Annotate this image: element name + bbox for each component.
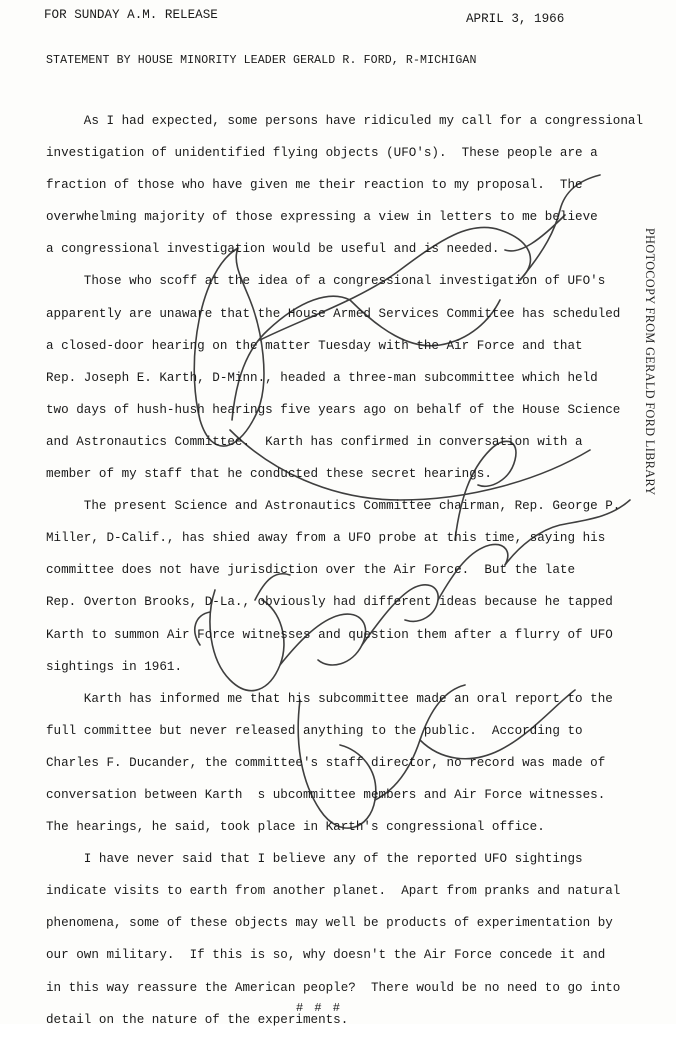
text-line: Charles F. Ducander, the committee's staff director, no record was made of bbox=[46, 755, 606, 770]
paragraph bbox=[46, 690, 630, 850]
text-line: conversation between Karth s ubcommittee members and Air Force witnesses. bbox=[46, 787, 606, 802]
text-line: sightings in 1961. bbox=[46, 659, 183, 674]
end-marks: # # # bbox=[296, 1001, 343, 1015]
text-line: Rep. Joseph E. Karth, D-Minn., headed a three-man subcommittee which held bbox=[46, 370, 598, 385]
text-line: committee does not have jurisdiction over the Air Force. But the late bbox=[46, 563, 576, 578]
text-line: overwhelming majority of those expressing a view in letters to me believe bbox=[46, 210, 598, 225]
text-line: a congressional investigation would be useful and is needed. bbox=[46, 242, 500, 257]
text-line: The present Science and Astronautics Committee chairman, Rep. George P. bbox=[46, 499, 621, 514]
text-line: fraction of those who have given me their reaction to my proposal. The bbox=[46, 178, 583, 193]
text-line: The hearings, he said, took place in Karth's congressional office. bbox=[46, 820, 545, 835]
text-line: a closed-door hearing on the matter Tuesday with the Air Force and that bbox=[46, 338, 583, 353]
library-stamp: PHOTOCOPY FROM GERALD FORD LIBRARY bbox=[643, 228, 657, 496]
text-line: full committee but never released anything to the public. According to bbox=[46, 723, 583, 738]
text-line: Rep. Overton Brooks, D-La., obviously had different ideas because he tapped bbox=[46, 595, 613, 610]
statement-body bbox=[46, 112, 644, 1043]
text-line: member of my staff that he conducted these secret hearings. bbox=[46, 467, 492, 482]
statement-title: STATEMENT BY HOUSE MINORITY LEADER GERALD R. FORD, R-MICHIGAN bbox=[46, 54, 477, 67]
text-line: detail on the nature of the experiments. bbox=[46, 1012, 349, 1027]
text-line: As I had expected, some persons have ridiculed my call for a congressional bbox=[46, 114, 644, 128]
text-line: Miller, D-Calif., has shied away from a UFO probe at this time, saying his bbox=[46, 531, 606, 546]
release-date: APRIL 3, 1966 bbox=[466, 12, 565, 26]
text-line: phenomena, some of these objects may well be products of experimentation by bbox=[46, 916, 613, 931]
paragraph bbox=[46, 112, 644, 272]
paragraph bbox=[46, 497, 630, 690]
text-line: and Astronautics Committee. Karth has confirmed in conversation with a bbox=[46, 434, 583, 449]
text-line: Karth has informed me that his subcommittee made an oral report to the bbox=[46, 691, 613, 706]
text-line: Those who scoff at the idea of a congressional investigation of UFO's bbox=[46, 274, 606, 289]
text-line: Karth to summon Air Force witnesses and question them after a flurry of UFO bbox=[46, 627, 613, 642]
text-line: two days of hush-hush hearings five years ago on behalf of the House Science bbox=[46, 402, 621, 417]
text-line: in this way reassure the American people? There would be no need to go into bbox=[46, 980, 621, 995]
text-line: apparently are unaware that the House Armed Services Committee has scheduled bbox=[46, 306, 621, 321]
text-line: I have never said that I believe any of the reported UFO sightings bbox=[46, 852, 583, 867]
text-line: investigation of unidentified flying objects (UFO's). These people are a bbox=[46, 146, 598, 161]
paragraph bbox=[46, 272, 630, 497]
text-line: our own military. If this is so, why doesn't the Air Force concede it and bbox=[46, 948, 606, 963]
text-line: indicate visits to earth from another planet. Apart from pranks and natural bbox=[46, 884, 621, 899]
release-header: FOR SUNDAY A.M. RELEASE bbox=[44, 8, 218, 22]
